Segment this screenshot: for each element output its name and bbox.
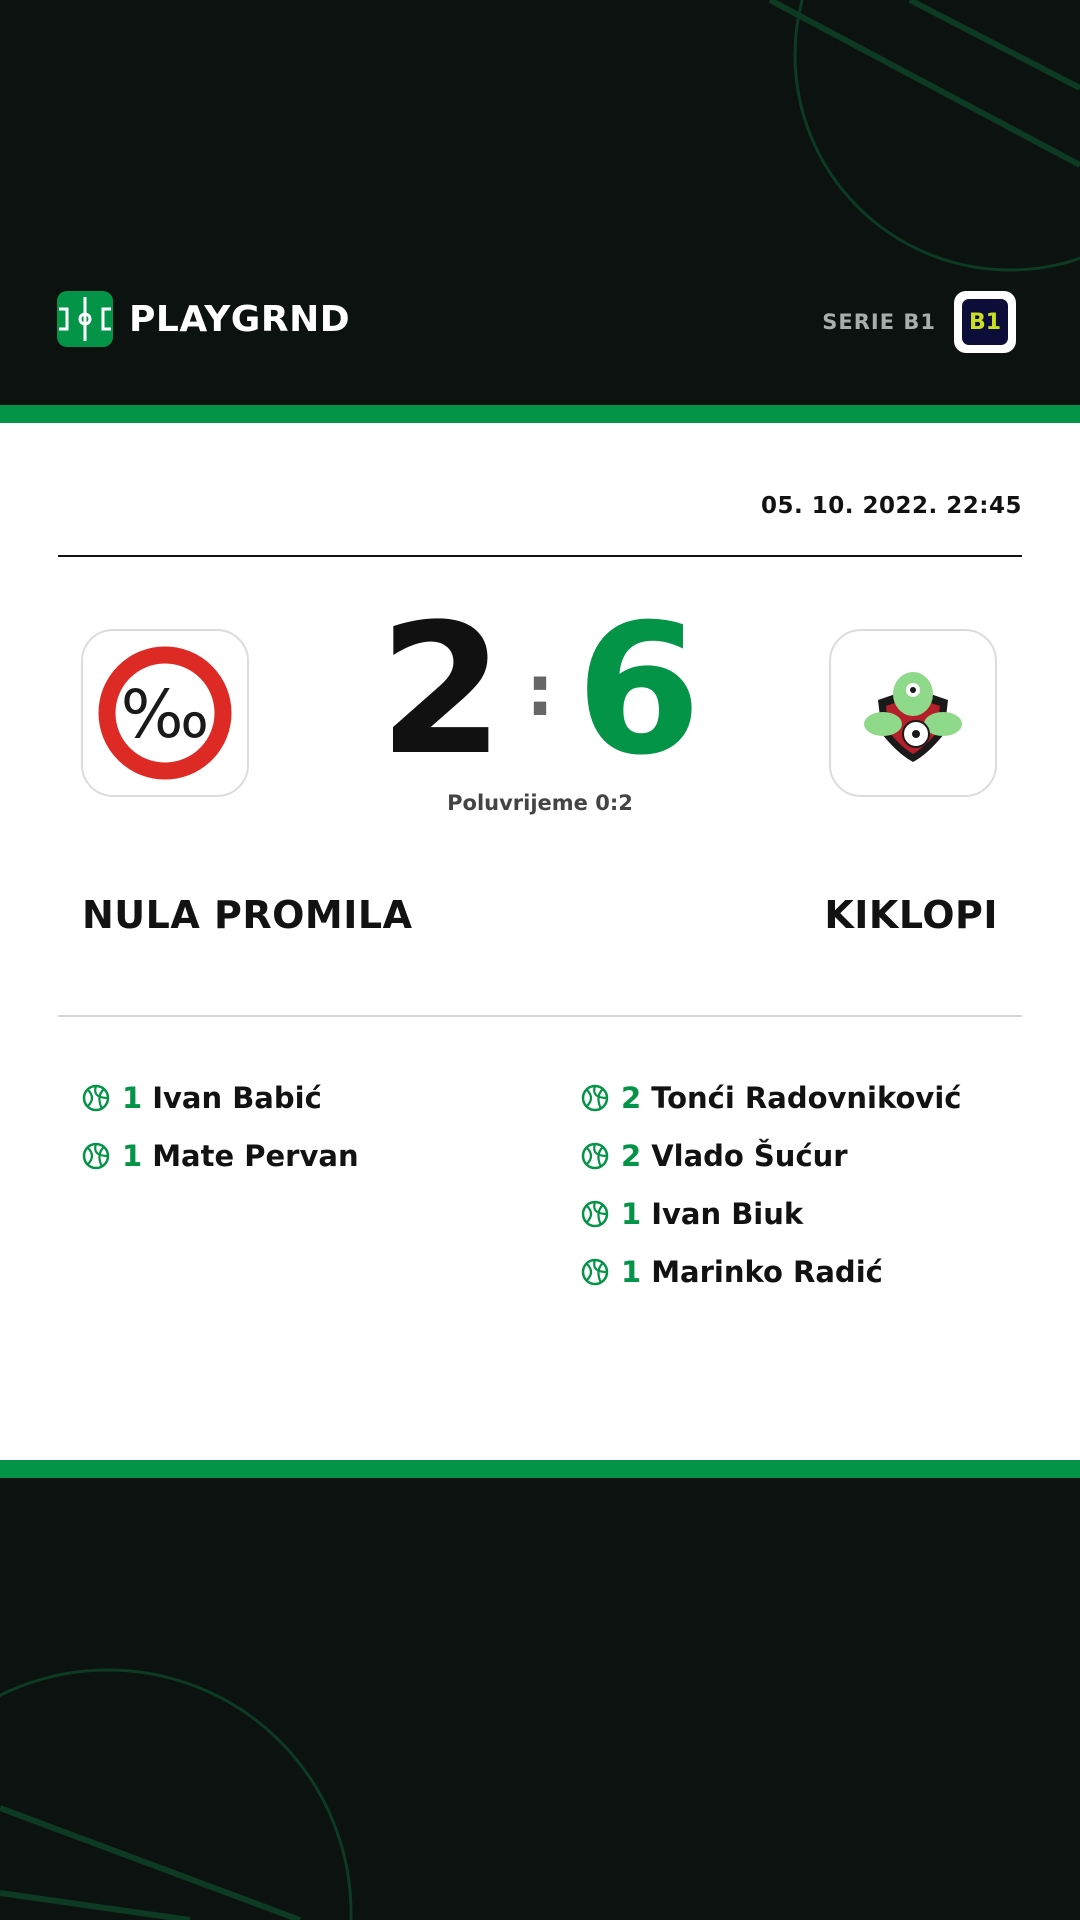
league-logo-text: B1: [968, 309, 1002, 335]
football-icon: [581, 1142, 609, 1170]
scorer-row: [82, 1069, 502, 1127]
divider: [58, 555, 1022, 557]
league-info: [822, 291, 1016, 353]
header: [0, 0, 1080, 405]
svg-text:‰: ‰: [120, 676, 210, 753]
football-icon: [581, 1084, 609, 1112]
cyclops-shield-logo-icon: [848, 648, 978, 778]
scorer-goals: 1: [122, 1081, 143, 1115]
scorer-name: Tonći Radovniković: [651, 1081, 962, 1115]
league-logo: [954, 291, 1016, 353]
football-icon: [581, 1200, 609, 1228]
scorer-row: [581, 1185, 1001, 1243]
football-icon: [82, 1084, 110, 1112]
home-score: 2: [378, 586, 504, 795]
score-separator: :: [526, 650, 554, 732]
divider: [58, 1015, 1022, 1017]
pitch-icon: [57, 291, 113, 347]
accent-stripe-bottom: [0, 1460, 1080, 1478]
scorer-goals: 1: [122, 1139, 143, 1173]
brand[interactable]: [57, 291, 350, 347]
scorer-goals: 1: [621, 1255, 642, 1289]
football-icon: [82, 1142, 110, 1170]
home-team-name: NULA PROMILA: [82, 893, 413, 937]
away-scorers-list: [581, 1069, 1001, 1301]
league-logo-mark: [962, 299, 1008, 345]
scorer-row: [581, 1069, 1001, 1127]
away-score: 6: [576, 586, 702, 795]
scorer-name: Marinko Radić: [651, 1255, 883, 1289]
scorer-goals: 2: [621, 1139, 642, 1173]
scorer-name: Ivan Babić: [152, 1081, 322, 1115]
scorer-name: Ivan Biuk: [651, 1197, 804, 1231]
halftime-score: Poluvrijeme 0:2: [447, 791, 633, 815]
scorer-row: [581, 1127, 1001, 1185]
match-datetime: 05. 10. 2022. 22:45: [761, 493, 1022, 519]
football-icon: [581, 1258, 609, 1286]
scorer-row: [581, 1243, 1001, 1301]
accent-stripe-top: [0, 405, 1080, 423]
scorer-name: Mate Pervan: [152, 1139, 359, 1173]
scorer-row: [82, 1127, 502, 1185]
league-name: SERIE B1: [822, 310, 936, 334]
match-card: [0, 423, 1080, 1460]
scorer-goals: 2: [621, 1081, 642, 1115]
scorer-goals: 1: [621, 1197, 642, 1231]
brand-name: PLAYGRND: [129, 298, 351, 340]
scorer-name: Vlado Šućur: [651, 1139, 848, 1173]
away-team-logo: [829, 629, 997, 797]
away-team-name: KIKLOPI: [824, 893, 998, 937]
home-scorers-list: [82, 1069, 502, 1185]
